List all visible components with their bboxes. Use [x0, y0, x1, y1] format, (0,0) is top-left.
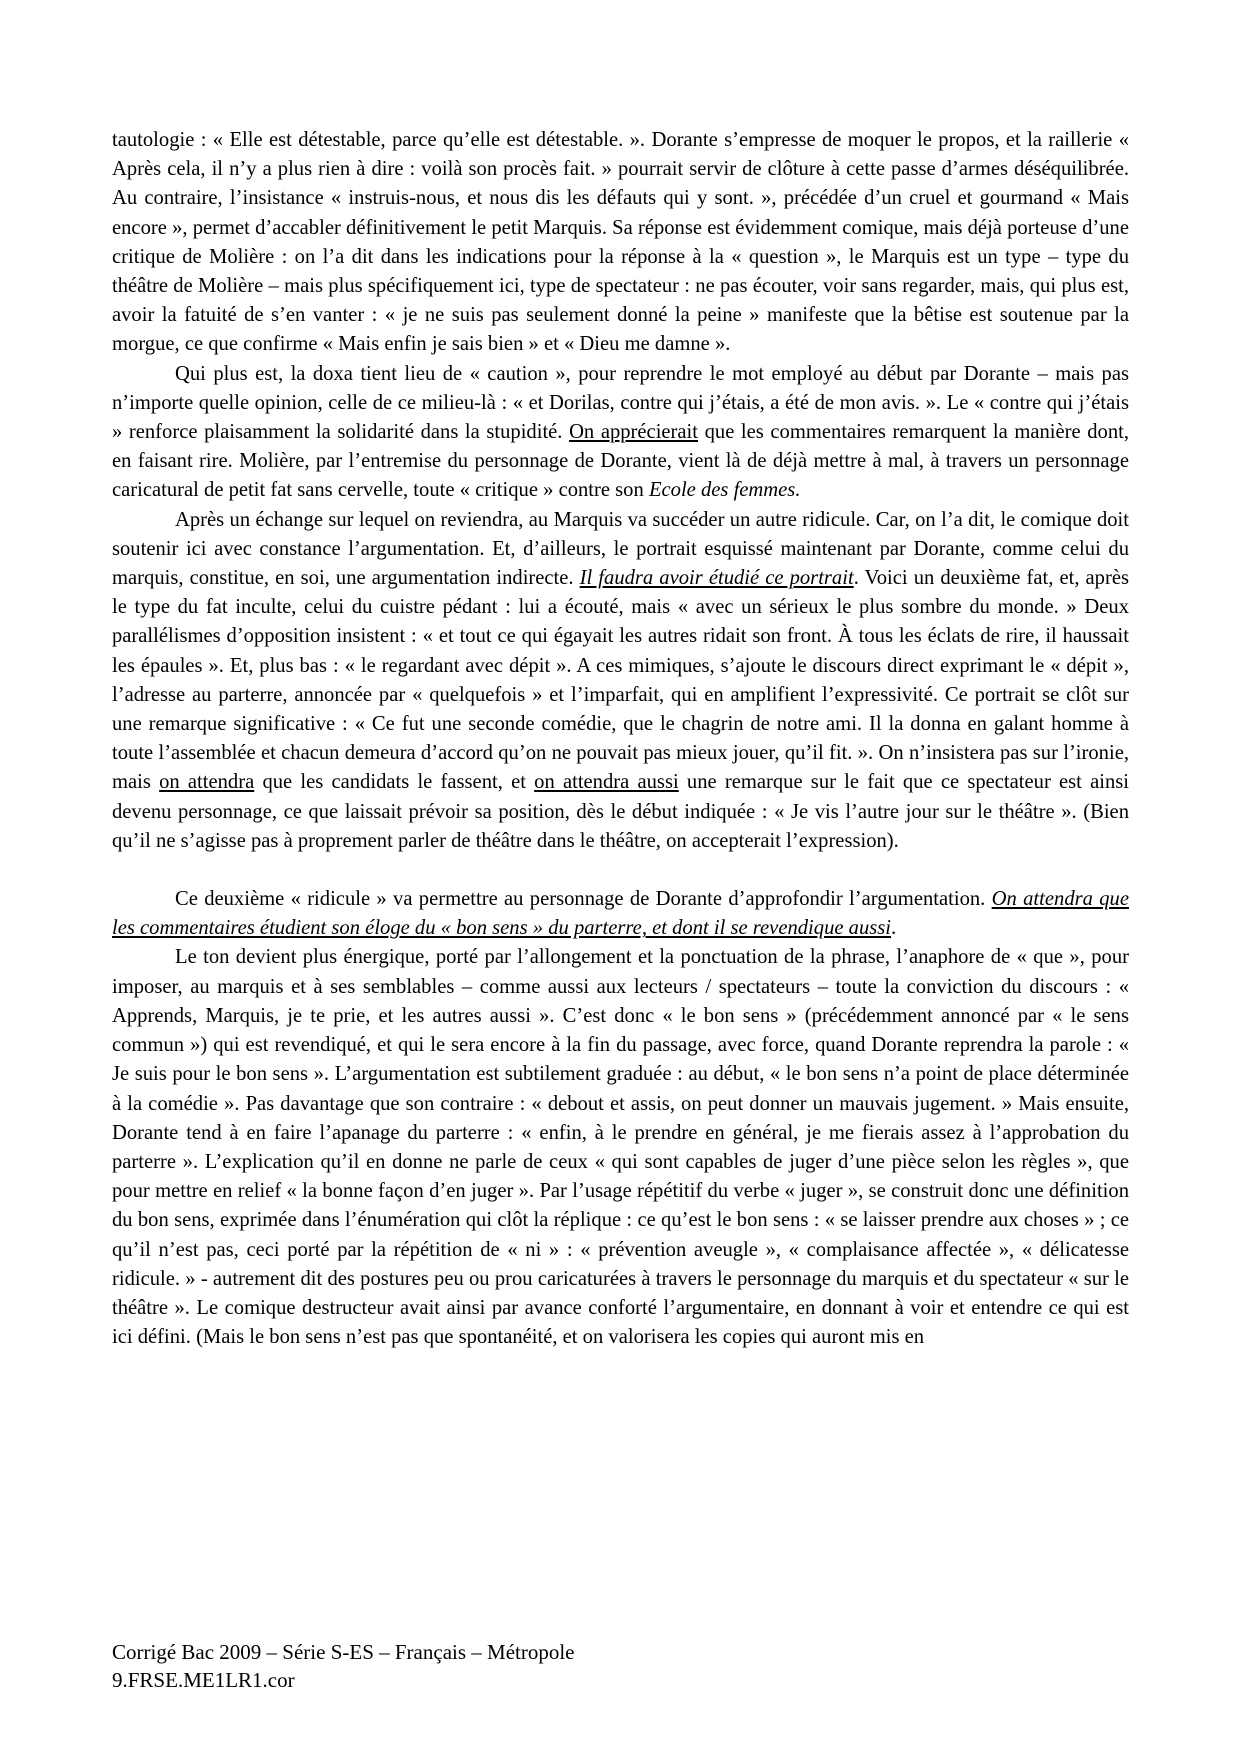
footer-title: Corrigé Bac 2009 – Série S-ES – Français – Métropole: [112, 1640, 575, 1664]
paragraph-3: Après un échange sur lequel on reviendra, au Marquis va succéder un autre ridicule. Car, on l’a dit, le comique doit soutenir ici avec constance l’argumentation. Et, d’ailleurs, le portrait esquissé maintenant par Dorante, comme celui du marquis, constitue, en soi, une argumentation indirecte. Il faudra avoir étudié ce portrait. Voici un deuxième fat, et, après le type du fat inculte, celui du cuistre pédant : lui a écouté, mais « avec un sérieux le plus sombre du monde. » Deux parallélismes d’opposition insistent : « et tout ce qui égayait les autres ridait son front. À tous les éclats de rire, il haussait les épaules ». Et, plus bas : « le regardant avec dépit ». A ces mimiques, s’ajoute le discours direct exprimant le « dépit », l’adresse au parterre, annoncée par « quelquefois » et l’imparfait, qui en amplifient l’expressivité. Ce portrait se clôt sur une remarque significative : « Ce fut une seconde comédie, que le chagrin de notre ami. Il la donna en galant homme à toute l’assemblée et chacun demeura d’accord qu’on ne pouvait pas mieux jouer, qu’il fit. ». On n’insistera pas sur l’ironie, mais on attendra que les candidats le fassent, et on attendra aussi une remarque sur le fait que ce spectateur est ainsi devenu personnage, ce que laissait prévoir sa position, dès le début indiquée : « Je vis l’autre jour sur le théâtre ». (Bien qu’il ne s’agisse pas à proprement parler de théâtre dans le théâtre, on accepterait l’expression).: [112, 508, 1130, 852]
underlined-instruction: On apprécierait: [569, 421, 699, 444]
underlined-instruction: Il faudra avoir étudié ce portrait: [579, 567, 854, 590]
page-footer: [112, 1638, 575, 1694]
footer-reference: 9.FRSE.ME1LR1.cor: [112, 1668, 295, 1692]
underlined-instruction: On attendra que les commentaires étudient son éloge du « bon sens » du parterre, et dont il se revendique aussi: [112, 888, 1129, 940]
underlined-instruction: on attendra aussi: [534, 771, 679, 794]
underlined-instruction: on attendra: [159, 771, 255, 794]
document-body: [112, 126, 1129, 1352]
paragraph-5: Le ton devient plus énergique, porté par l’allongement et la ponctuation de la phrase, l’anaphore de « que », pour imposer, au marquis et à ses semblables – comme aussi aux lecteurs / spectateurs – toute la conviction du discours : « Apprends, Marquis, je te prie, et les autres aussi ». C’est donc « le bon sens » (précédemment annoncé par « le sens commun ») qui est revendiqué, et qui le sera encore à la fin du passage, avec force, quand Dorante reprendra la parole : « Je suis pour le bon sens ». L’argumentation est subtilement graduée : au début, « le bon sens n’a point de place déterminée à la comédie ». Pas davantage que son contraire : « debout et assis, on peut donner un mauvais jugement. » Mais ensuite, Dorante tend à en faire l’apanage du parterre : « enfin, à le prendre en général, je me fierais assez à l’approbation du parterre ». L’explication qu’il en donne ne parle de ceux « qui sont capables de juger d’une pièce selon les règles », que pour mettre en relief « la bonne façon d’en juger ». Par l’usage répétitif du verbe « juger », se construit donc une définition du bon sens, exprimée dans l’énumération qui clôt la réplique : ce qu’est le bon sens : « se laisser prendre aux choses » ; ce qu’il n’est pas, ceci porté par la répétition de « ni » : « prévention aveugle », « complaisance affectée », « délicatesse ridicule. » - autrement dit des postures peu ou prou caricaturées à travers le personnage du marquis et du spectateur « sur le théâtre ». Le comique destructeur avait ainsi par avance conforté l’argumentaire, en donnant à voir et entendre ce qui est ici défini. (Mais le bon sens n’est pas que spontanéité, et on valorisera les copies qui auront mis en: [112, 946, 1129, 1349]
paragraph-4: Ce deuxième « ridicule » va permettre au personnage de Dorante d’approfondir l’argumentation. On attendra que les commentaires étudient son éloge du « bon sens » du parterre, et dont il se revendique aussi.: [112, 888, 1129, 940]
paragraph-2: Qui plus est, la doxa tient lieu de « caution », pour reprendre le mot employé au début par Dorante – mais pas n’importe quelle opinion, celle de ce milieu-là : « et Dorilas, contre qui j’étais, a été de mon avis. ». Le « contre qui j’étais » renforce plaisamment la solidarité dans la stupidité. On apprécierait que les commentaires remarquent la manière dont, en faisant rire. Molière, par l’entremise du personnage de Dorante, vient là de déjà mettre à mal, à travers un personnage caricatural de petit fat sans cervelle, toute « critique » contre son Ecole des femmes.: [112, 362, 1129, 502]
work-title: Ecole des femmes.: [648, 479, 801, 502]
paragraph-1: tautologie : « Elle est détestable, parce qu’elle est détestable. ». Dorante s’empresse de moquer le propos, et la raillerie « Après cela, il n’y a plus rien à dire : voilà son procès fait. » pourrait servir de clôture à cette passe d’armes déséquilibrée. Au contraire, l’insistance « instruis-nous, et nous dis les défauts qui y sont. », précédée d’un cruel et gourmand « Mais encore », permet d’accabler définitivement le petit Marquis. Sa réponse est évidemment comique, mais déjà porteuse d’une critique de Molière : on l’a dit dans les indications pour la réponse à la « question », le Marquis est un type – type du théâtre de Molière – mais plus spécifiquement ici, type de spectateur : ne pas écouter, voir sans regarder, mais, qui plus est, avoir la fatuité de s’en vanter : « je ne suis pas seulement donné la peine » manifeste que la bêtise est soutenue par la morgue, ce que confirme « Mais enfin je sais bien » et « Dieu me damne ».: [112, 129, 1129, 356]
